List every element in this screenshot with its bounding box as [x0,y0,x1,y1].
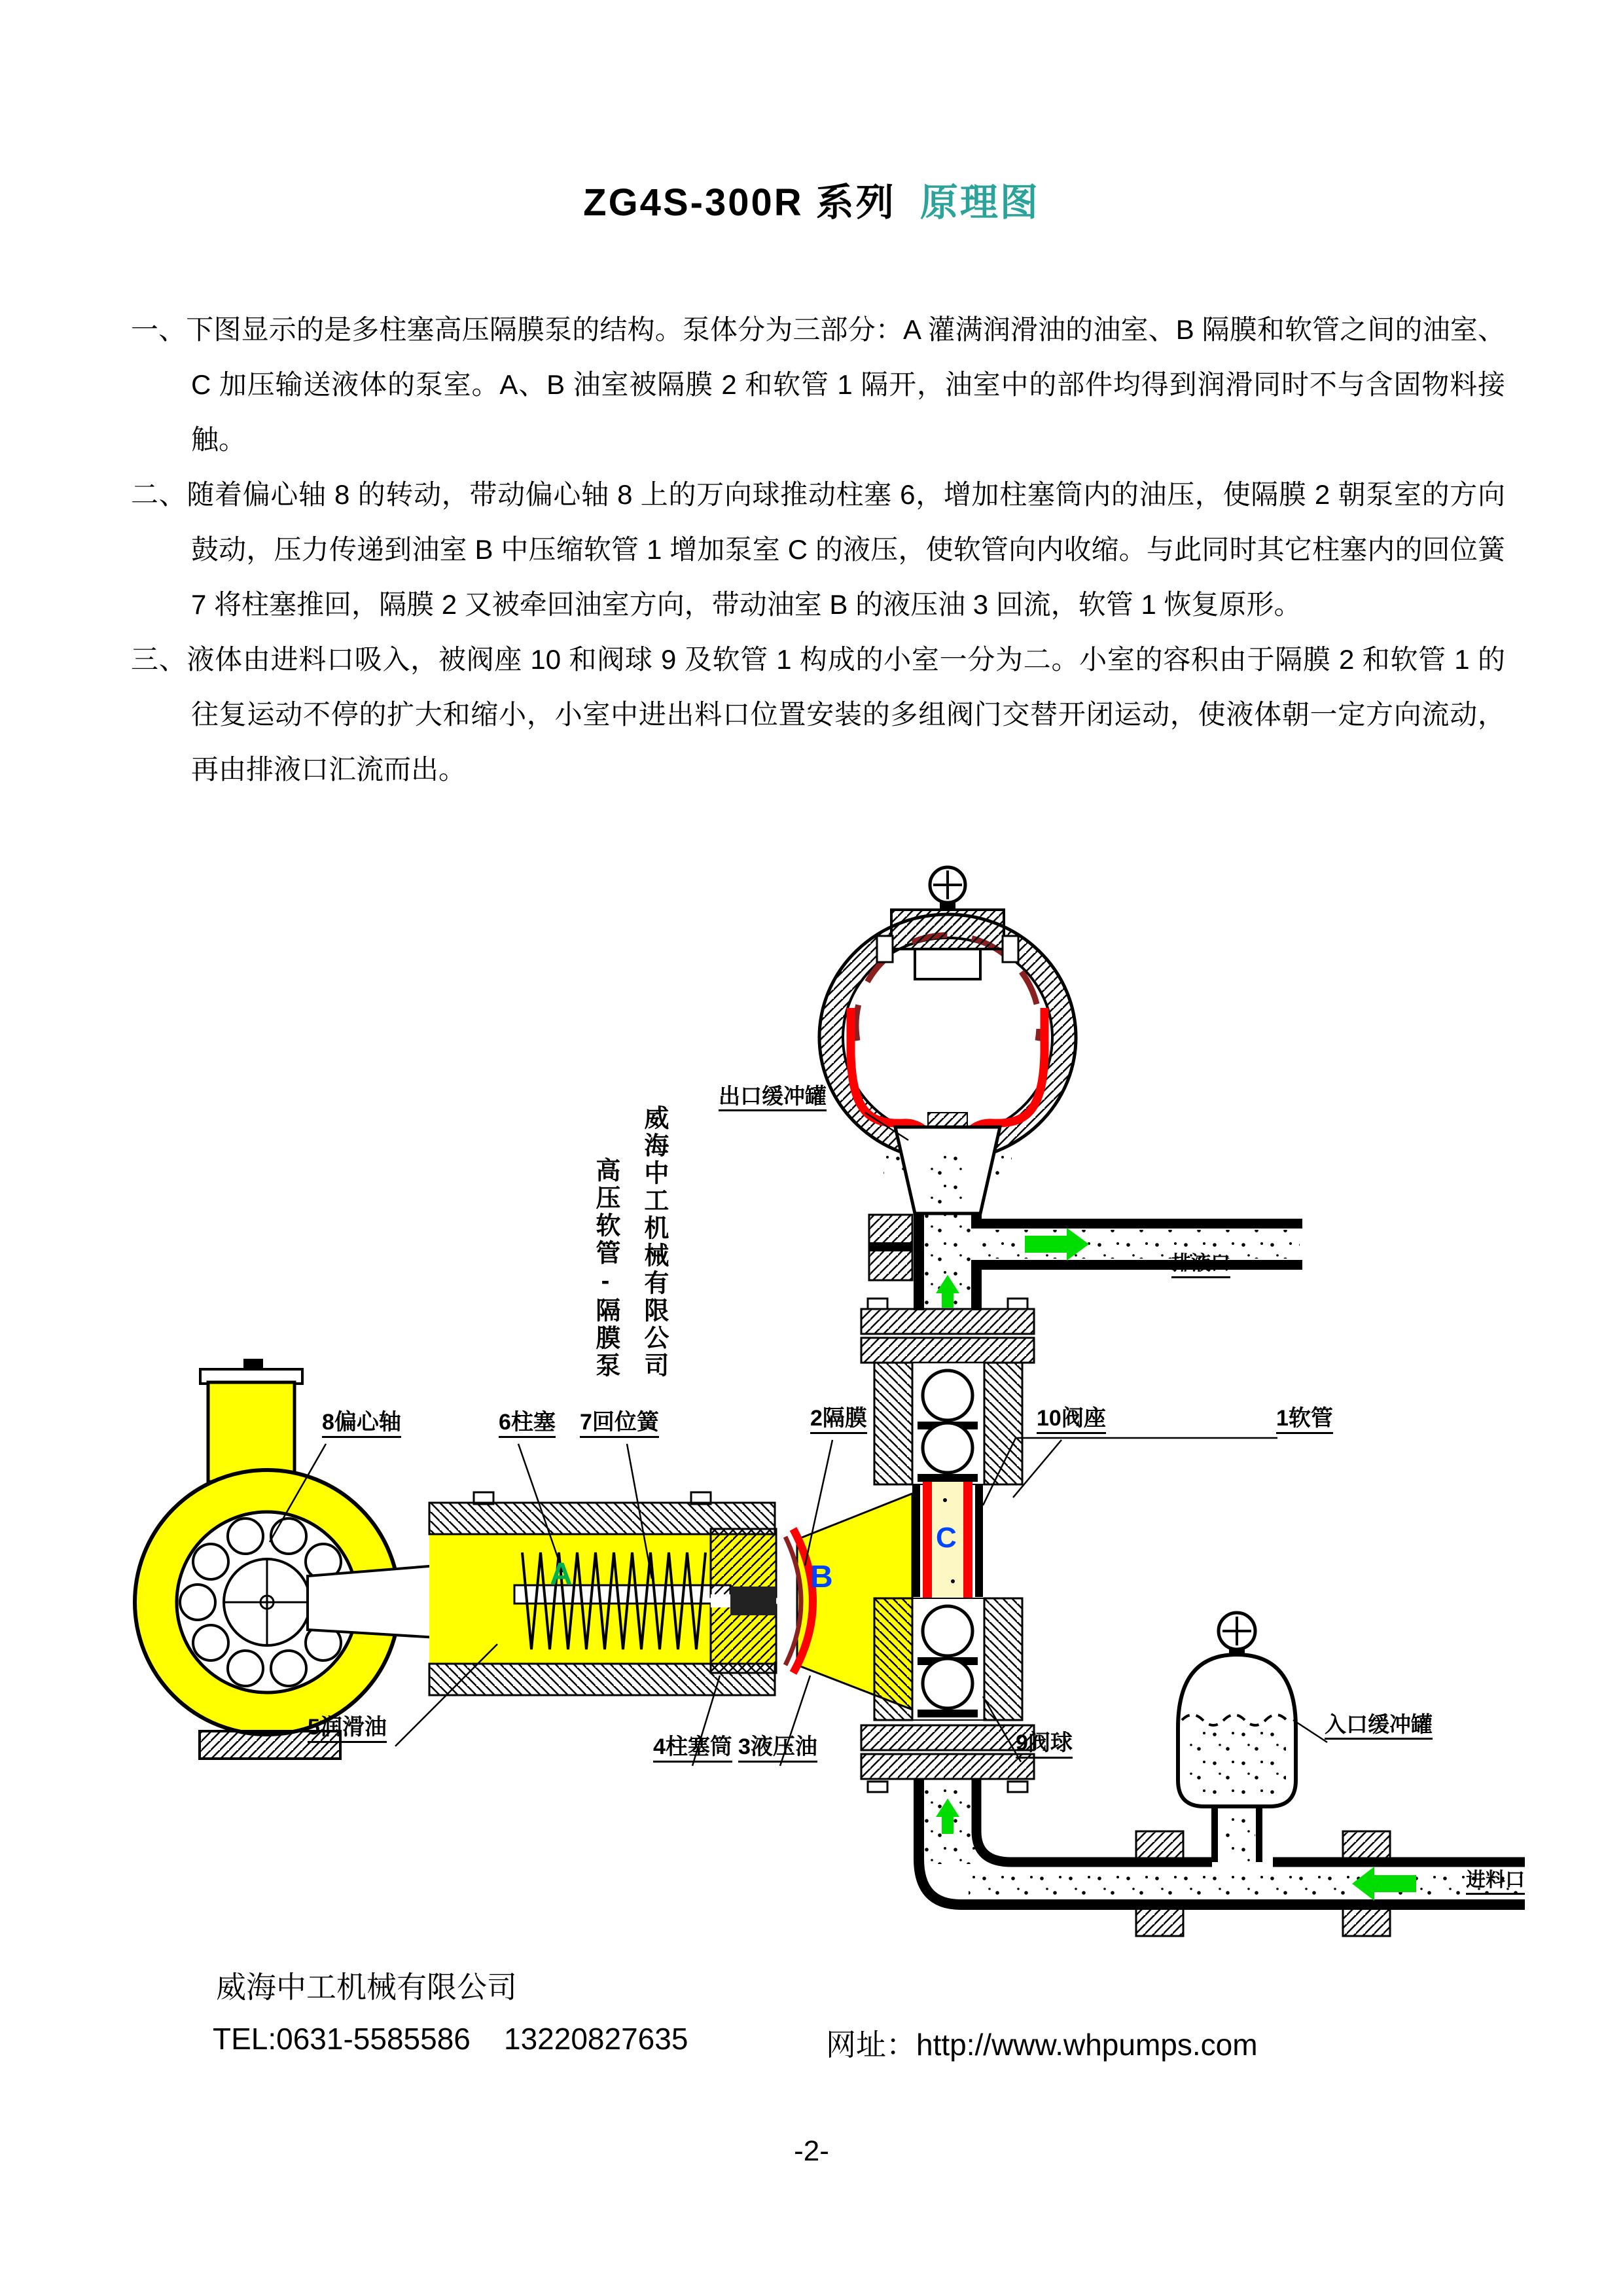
watermark-product-vertical: 高压软管-隔膜泵 [591,1157,619,1380]
paragraph-2-text: 随着偏心轴 8 的转动，带动偏心轴 8 上的万向球推动柱塞 6，增加柱塞筒内的油压，使隔膜 2 朝泵室的方向鼓动，压力传递到油室 B 中压缩软管 1 增加泵室 C 的液压，使软管向内收缩。与此同时其它柱塞内的回位簧 7 将柱塞推回，隔膜 2 又被牵回油室方向，带动油室 B 的液压油 3 回流，软管 1 恢复原形。 [187,479,1505,620]
page-number: -2- [794,2135,829,2167]
footer-company-name: 威海中工机械有限公司 [216,1970,517,2004]
paragraph-1-text: 下图显示的是多柱塞高压隔膜泵的结构。泵体分为三部分：A 灌满润滑油的油室、B 隔膜和软管之间的油室、C 加压输送液体的泵室。A、B 油室被隔膜 2 和软管 1 隔开，油室中的部件均得到润滑同时不与含固物料接触。 [186,314,1505,455]
label-part10-valve-seat: 10阀座 [1037,1407,1106,1434]
footer-website: 网址：http://www.whpumps.com [826,2028,1258,2062]
label-part3-hydraulic-oil: 3液压油 [738,1736,817,1763]
paragraph-3-number: 三、 [131,644,187,675]
valve-ball-lower-2 [923,1659,972,1708]
outlet-buffer-tank [819,867,1076,1213]
label-part2-diaphragm: 2隔膜 [810,1407,867,1434]
inlet-buffer-tank [1178,1613,1296,1862]
label-discharge-port: 排液口 [1171,1254,1230,1278]
valve-ball-upper-2 [923,1423,972,1473]
footer-telephone: TEL:0631-5585586 13220827635 [213,2022,688,2056]
paragraph-3-text: 液体由进料口吸入，被阀座 10 和阀球 9 及软管 1 构成的小室一分为二。小室的容积由于隔膜 2 和软管 1 的往复运动不停的扩大和缩小，小室中进出料口位置安装的多组阀门交替开闭运动，使液体朝一定方向流动，再由排液口汇流而出。 [187,644,1505,785]
label-part4-plunger-barrel: 4柱塞筒 [653,1736,732,1763]
paragraph-2-number: 二、 [131,479,187,510]
outlet-tank-vent-bolt-icon [930,867,965,910]
zone-b-letter: B [810,1560,833,1594]
watermark-company-vertical: 威海中工机械有限公司 [639,1105,668,1380]
zone-c-letter: C [936,1522,957,1554]
zone-a-letter: A [550,1557,573,1592]
title-series: ZG4S-300R 系列 [583,181,896,224]
lower-valve-assembly [861,1598,1034,1792]
label-part6-plunger: 6柱塞 [499,1411,556,1438]
label-inlet-port: 进料口 [1466,1871,1525,1895]
title-principle-diagram: 原理图 [919,181,1040,224]
label-inlet-buffer-tank: 入口缓冲罐 [1325,1713,1433,1740]
label-part7-return-spring: 7回位簧 [580,1411,659,1438]
label-outlet-buffer-tank: 出口缓冲罐 [719,1085,827,1111]
valve-ball-upper-1 [923,1371,972,1420]
label-part8-eccentric-shaft: 8偏心轴 [322,1411,401,1438]
label-part5-lube-oil: 5润滑油 [308,1716,387,1743]
paragraph-1-number: 一、 [131,314,187,345]
discharge-pipe [869,1212,1302,1310]
valve-ball-lower-1 [923,1606,972,1656]
label-part1-hose: 1软管 [1276,1407,1333,1434]
inlet-tank-vent-bolt-icon [1219,1613,1255,1656]
label-part9-valve-ball: 9阀球 [1016,1732,1073,1759]
